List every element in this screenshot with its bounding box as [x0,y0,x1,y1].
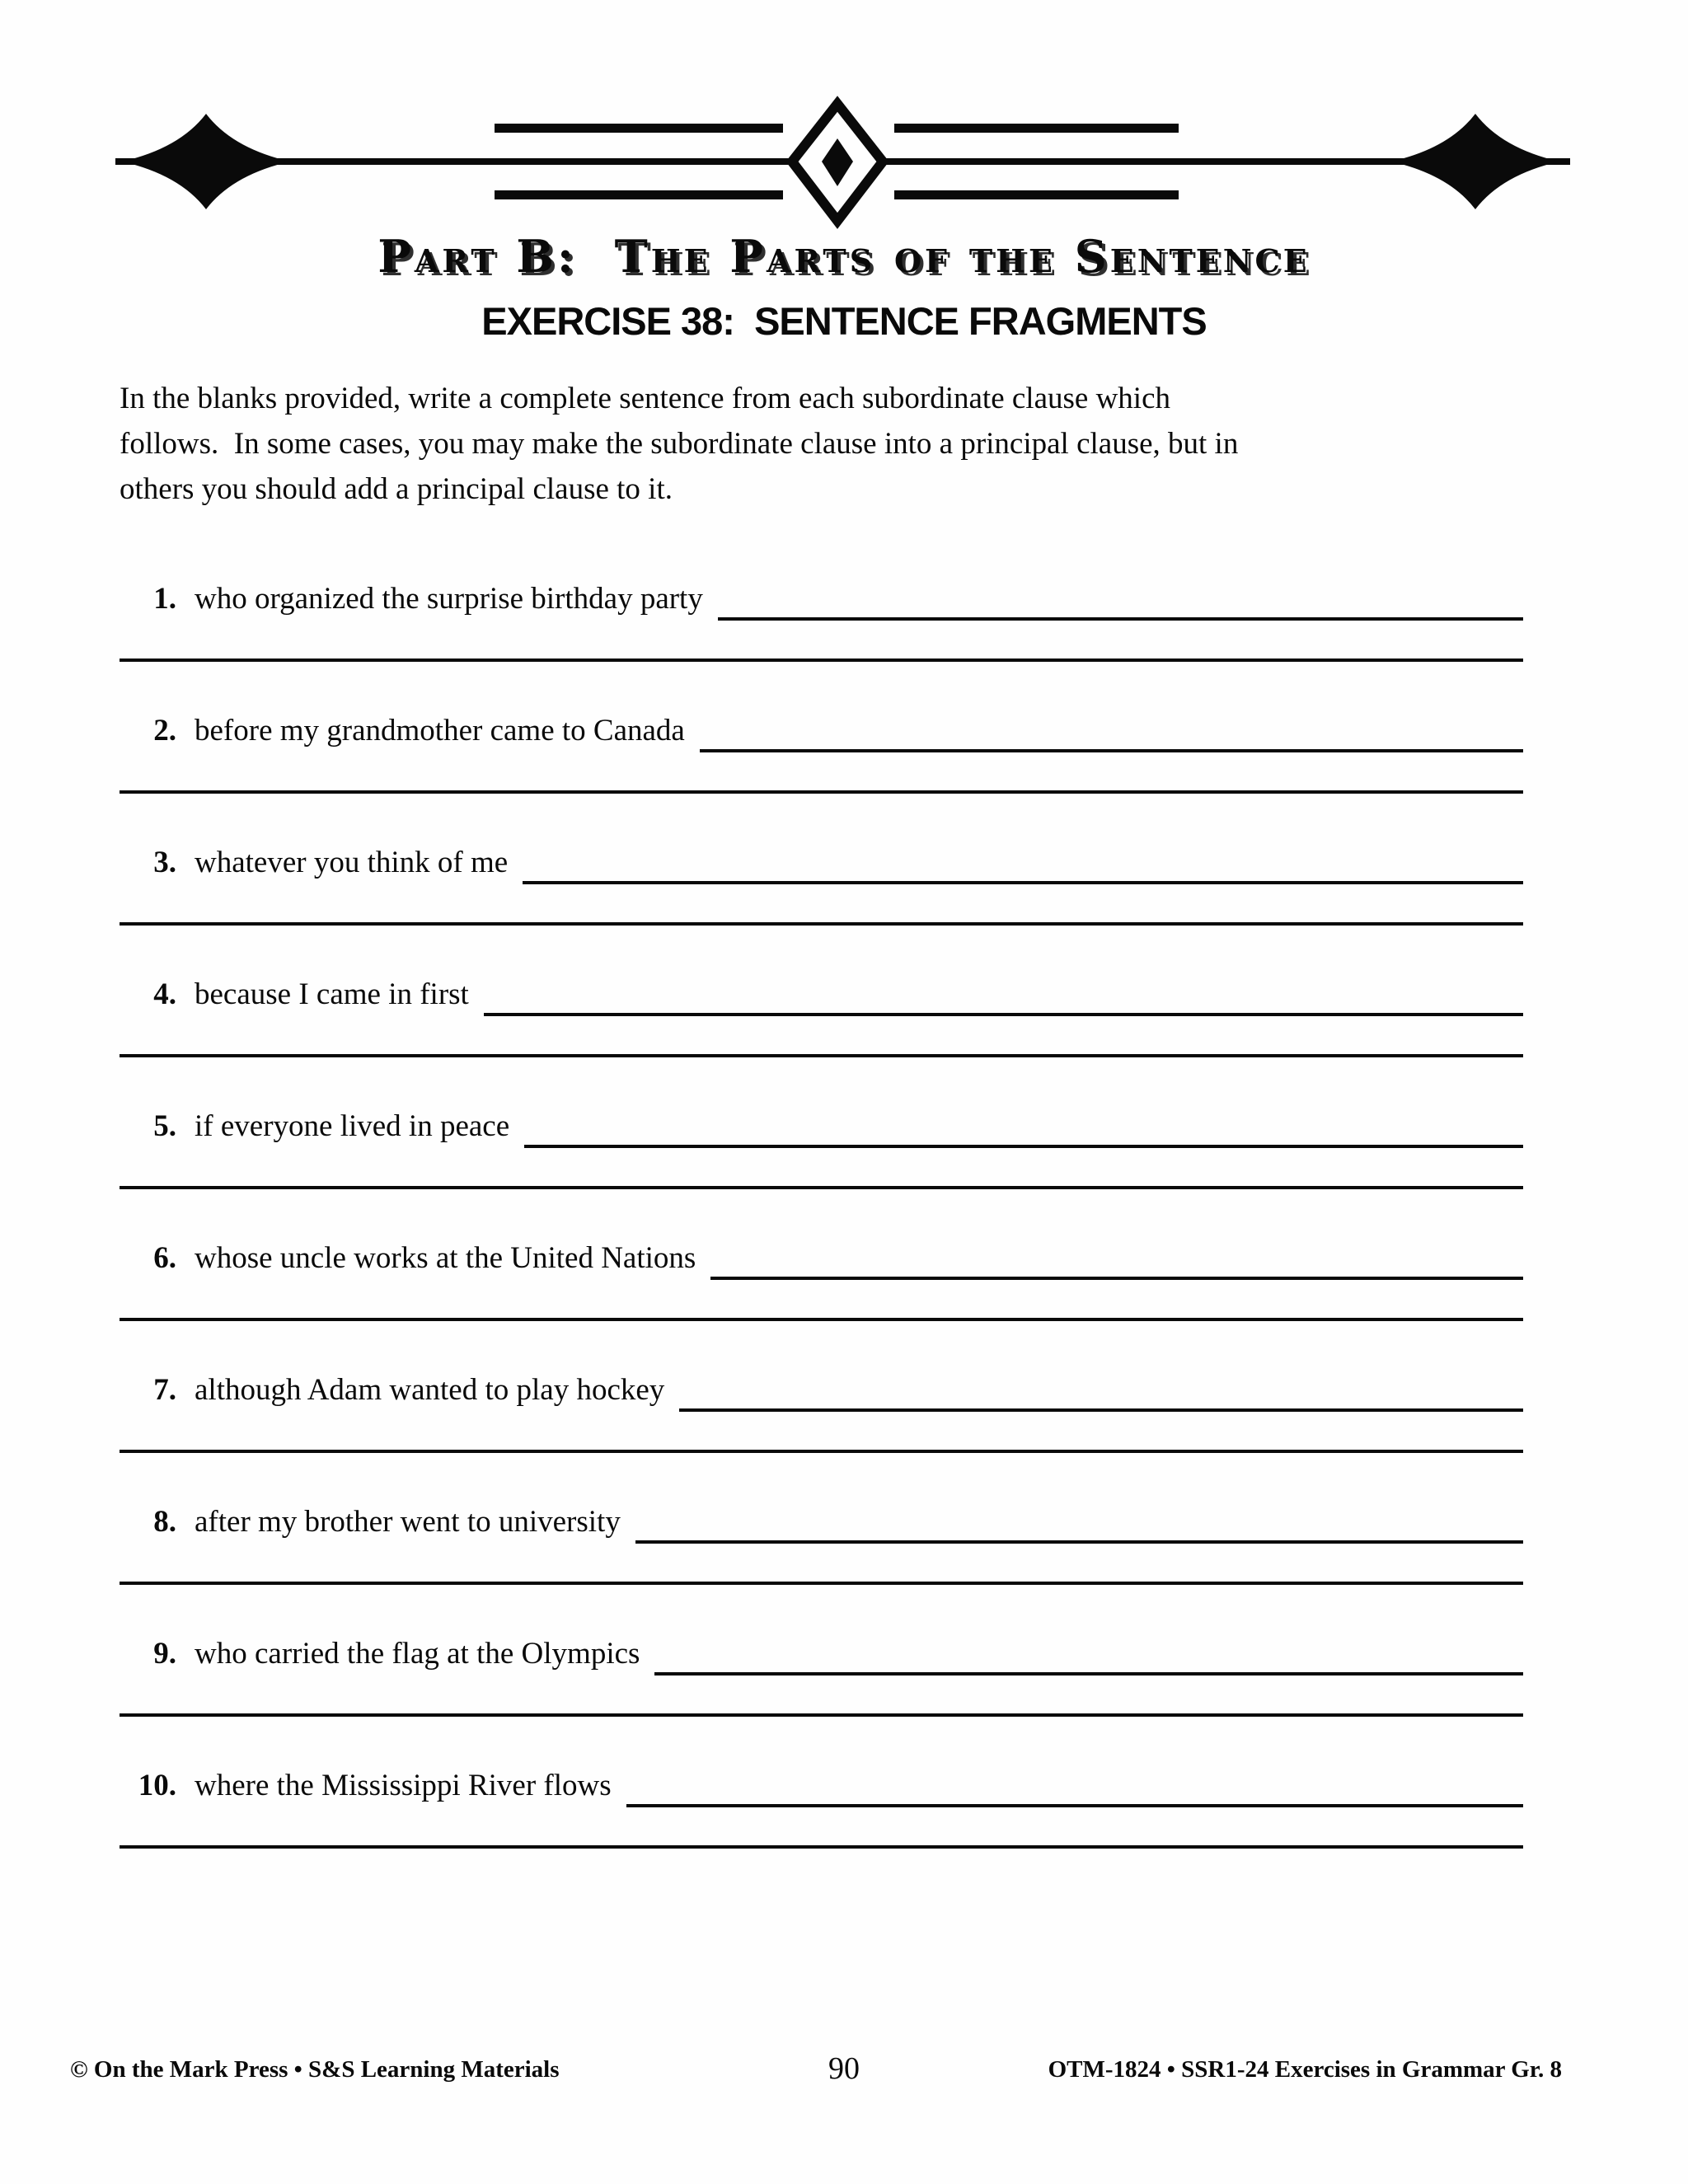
instruction-line: In the blanks provided, write a complete sentence from each subordinate clause which [120,382,1171,415]
item-text: if everyone lived in peace [195,1109,510,1143]
publisher-credit: © On the Mark Press • S&S Learning Materials [70,2056,560,2083]
item-number: 6. [153,1241,176,1275]
item-text: although Adam wanted to play hockey [195,1373,665,1407]
item-text: before my grandmother came to Canada [195,714,685,748]
exercise-item [115,710,1523,794]
answer-blank-second-line [120,1582,1523,1585]
exercise-item [115,841,1523,926]
answer-blank-second-line [120,1450,1523,1453]
item-number: 1. [153,582,176,616]
item-row [115,710,1523,752]
answer-blank-second-line [120,658,1523,662]
answer-blank-second-line [120,1713,1523,1717]
item-number: 8. [153,1505,176,1539]
answer-blank-inline [710,1239,1523,1280]
item-row [115,578,1523,621]
exercise-item [115,1369,1523,1453]
answer-blank-inline [484,975,1523,1016]
item-row [115,1237,1523,1280]
exercise-item [115,1501,1523,1585]
item-row [115,1369,1523,1412]
answer-blank-inline [626,1766,1523,1807]
item-number: 10. [138,1769,176,1802]
item-text: where the Mississippi River flows [195,1769,612,1802]
item-row [115,1105,1523,1148]
item-number: 4. [153,977,176,1011]
item-number: 9. [153,1637,176,1671]
exercise-item [115,1765,1523,1849]
exercise-item [115,578,1523,662]
item-text: because I came in first [195,977,469,1011]
answer-blank-inline [635,1502,1523,1544]
instruction-line: follows. In some cases, you may make the subordinate clause into a principal clause, but in [120,427,1239,461]
answer-blank-inline [700,711,1523,752]
diamond-divider-ornament [0,91,1688,231]
answer-blank-second-line [120,1054,1523,1057]
exercise-item [115,1105,1523,1189]
exercise-item-list [115,578,1523,1849]
item-row [115,841,1523,884]
page-footer [0,2049,1688,2087]
item-text: whose uncle works at the United Nations [195,1241,696,1275]
instructions [120,376,1525,512]
answer-blank-second-line [120,1318,1523,1321]
answer-blank-second-line [120,1186,1523,1189]
exercise-item [115,1237,1523,1321]
item-text: whatever you think of me [195,846,509,879]
answer-blank-inline [679,1371,1523,1412]
answer-blank-second-line [120,790,1523,794]
section-title: Part B: The Parts of the Sentence [377,230,1311,283]
instruction-line: others you should add a principal clause to it. [120,472,673,506]
item-number: 5. [153,1109,176,1143]
exercise-item [115,1633,1523,1717]
answer-blank-inline [718,579,1523,621]
answer-blank-inline [654,1634,1523,1675]
item-row [115,1501,1523,1544]
item-number: 7. [153,1373,176,1407]
item-row [115,1765,1523,1807]
page-number: 90 [828,2051,860,2086]
item-row [115,973,1523,1016]
exercise-item [115,973,1523,1057]
product-code: OTM-1824 • SSR1-24 Exercises in Grammar Gr. 8 [1048,2056,1562,2083]
answer-blank-second-line [120,1845,1523,1849]
item-number: 2. [153,714,176,748]
item-text: after my brother went to university [195,1505,621,1539]
item-row [115,1633,1523,1675]
answer-blank-inline [524,1107,1523,1148]
diamond-divider-icon [0,91,1688,231]
item-text: who carried the flag at the Olympics [195,1637,640,1671]
item-number: 3. [153,846,176,879]
answer-blank-inline [523,843,1523,884]
exercise-title: EXERCISE 38: SENTENCE FRAGMENTS [481,299,1207,343]
item-text: who organized the surprise birthday party [195,582,703,616]
answer-blank-second-line [120,922,1523,926]
